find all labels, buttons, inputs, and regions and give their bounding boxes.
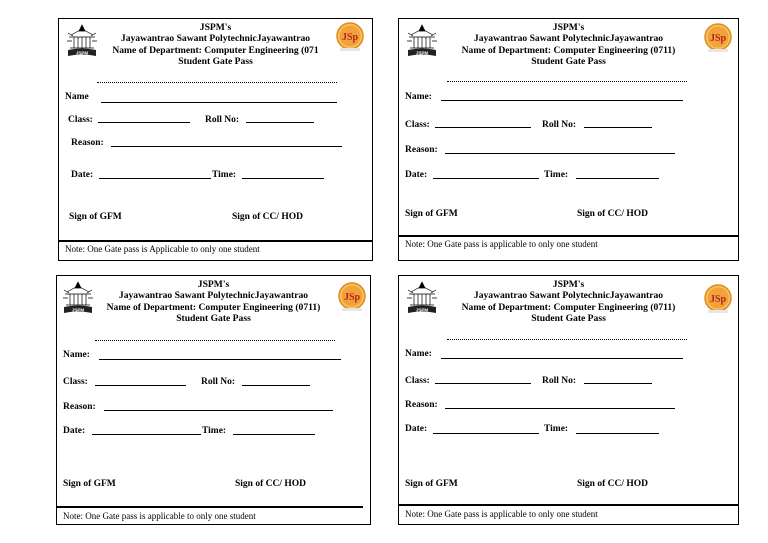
sign-hod-label: Sign of CC/ HOD xyxy=(577,479,648,489)
date-field[interactable] xyxy=(433,433,539,434)
note-text: Note: One Gate pass is applicable to only one student xyxy=(405,239,598,249)
name-field[interactable] xyxy=(441,100,683,101)
jsp-logo-text: JSp xyxy=(709,33,727,44)
class-field[interactable] xyxy=(95,385,186,386)
header-separator xyxy=(447,81,687,82)
name-label: Name: xyxy=(405,349,432,359)
note-text: Note: One Gate pass is applicable to only one student xyxy=(405,509,598,519)
sign-hod-label: Sign of CC/ HOD xyxy=(577,209,648,219)
roll-field[interactable] xyxy=(584,383,652,384)
time-field[interactable] xyxy=(242,178,324,179)
sign-gfm-label: Sign of GFM xyxy=(405,479,458,489)
gate-pass-card xyxy=(58,18,373,261)
reason-label: Reason: xyxy=(71,138,104,148)
gate-pass-card xyxy=(56,275,371,525)
name-field[interactable] xyxy=(101,102,337,103)
name-label: Name: xyxy=(405,92,432,102)
sign-gfm-label: Sign of GFM xyxy=(63,479,116,489)
time-label: Time: xyxy=(212,170,237,180)
time-label: Time: xyxy=(544,424,569,434)
header-title: JSPM's xyxy=(552,279,585,290)
header xyxy=(59,22,372,68)
time-label: Time: xyxy=(544,170,569,180)
sign-hod-label: Sign of CC/ HOD xyxy=(232,212,303,222)
date-label: Date: xyxy=(63,426,86,436)
pass-title: Student Gate Pass xyxy=(176,313,251,325)
department-name: Name of Department: Computer Engineering (071 xyxy=(112,44,319,56)
time-field[interactable] xyxy=(576,433,659,434)
note-divider xyxy=(59,240,373,242)
time-field[interactable] xyxy=(576,178,659,179)
svg-text:JSPM: JSPM xyxy=(71,307,85,313)
pass-title: Student Gate Pass xyxy=(531,56,606,68)
date-field[interactable] xyxy=(433,178,539,179)
sign-gfm-label: Sign of GFM xyxy=(69,212,122,222)
svg-text:JSPM: JSPM xyxy=(75,50,89,56)
reason-label: Reason: xyxy=(63,402,96,412)
reason-field[interactable] xyxy=(111,146,342,147)
roll-label: Roll No: xyxy=(542,120,577,130)
date-label: Date: xyxy=(71,170,94,180)
department-name: Name of Department: Computer Engineering (0711) xyxy=(461,301,676,313)
header-separator xyxy=(95,340,335,341)
header xyxy=(399,22,738,68)
header-title: JSPM's xyxy=(552,22,585,33)
roll-field[interactable] xyxy=(584,127,652,128)
pass-title: Student Gate Pass xyxy=(178,56,253,68)
jsp-logo-text: JSp xyxy=(709,294,727,305)
date-label: Date: xyxy=(405,170,428,180)
jsp-logo-text: JSp xyxy=(341,32,359,43)
note-text: Note: One Gate pass is Applicable to only one student xyxy=(65,244,260,254)
sign-gfm-label: Sign of GFM xyxy=(405,209,458,219)
roll-label: Roll No: xyxy=(201,377,236,387)
class-label: Class: xyxy=(405,376,430,386)
department-name: Name of Department: Computer Engineering (0711) xyxy=(461,44,676,56)
time-field[interactable] xyxy=(233,434,315,435)
header-separator xyxy=(97,82,337,83)
header-separator xyxy=(447,339,687,340)
department-name: Name of Department: Computer Engineering (0711) xyxy=(106,301,321,313)
class-field[interactable] xyxy=(435,127,531,128)
svg-text:JSPM: JSPM xyxy=(415,307,429,313)
reason-label: Reason: xyxy=(405,145,438,155)
header-title: JSPM's xyxy=(199,22,232,33)
svg-text:JSPM: JSPM xyxy=(415,50,429,56)
date-field[interactable] xyxy=(92,434,201,435)
header xyxy=(399,279,738,325)
reason-field[interactable] xyxy=(104,410,333,411)
header xyxy=(57,279,370,325)
name-field[interactable] xyxy=(441,358,683,359)
class-label: Class: xyxy=(63,377,88,387)
header-title: JSPM's xyxy=(197,279,230,290)
reason-field[interactable] xyxy=(445,153,675,154)
date-field[interactable] xyxy=(99,178,211,179)
roll-field[interactable] xyxy=(242,385,310,386)
class-field[interactable] xyxy=(98,122,190,123)
pass-title: Student Gate Pass xyxy=(531,313,606,325)
note-divider xyxy=(399,504,739,506)
roll-field[interactable] xyxy=(246,122,314,123)
roll-label: Roll No: xyxy=(205,115,240,125)
reason-field[interactable] xyxy=(445,408,675,409)
note-divider xyxy=(57,506,363,508)
note-divider xyxy=(399,235,739,237)
jsp-logo-text: JSp xyxy=(343,292,361,303)
class-label: Class: xyxy=(68,115,93,125)
note-text: Note: One Gate pass is applicable to only one student xyxy=(63,511,256,521)
college-name: Jayawantrao Sawant PolytechnicJayawantrao xyxy=(473,290,664,302)
college-name: Jayawantrao Sawant PolytechnicJayawantrao xyxy=(473,33,664,45)
class-label: Class: xyxy=(405,120,430,130)
sign-hod-label: Sign of CC/ HOD xyxy=(235,479,306,489)
time-label: Time: xyxy=(202,426,227,436)
name-label: Name xyxy=(65,92,89,102)
college-name: Jayawantrao Sawant PolytechnicJayawantrao xyxy=(118,290,309,302)
roll-label: Roll No: xyxy=(542,376,577,386)
gate-pass-card xyxy=(398,18,739,261)
gate-pass-card xyxy=(398,275,739,525)
reason-label: Reason: xyxy=(405,400,438,410)
date-label: Date: xyxy=(405,424,428,434)
class-field[interactable] xyxy=(435,383,531,384)
name-label: Name: xyxy=(63,350,90,360)
name-field[interactable] xyxy=(99,359,341,360)
college-name: Jayawantrao Sawant PolytechnicJayawantrao xyxy=(120,33,311,45)
